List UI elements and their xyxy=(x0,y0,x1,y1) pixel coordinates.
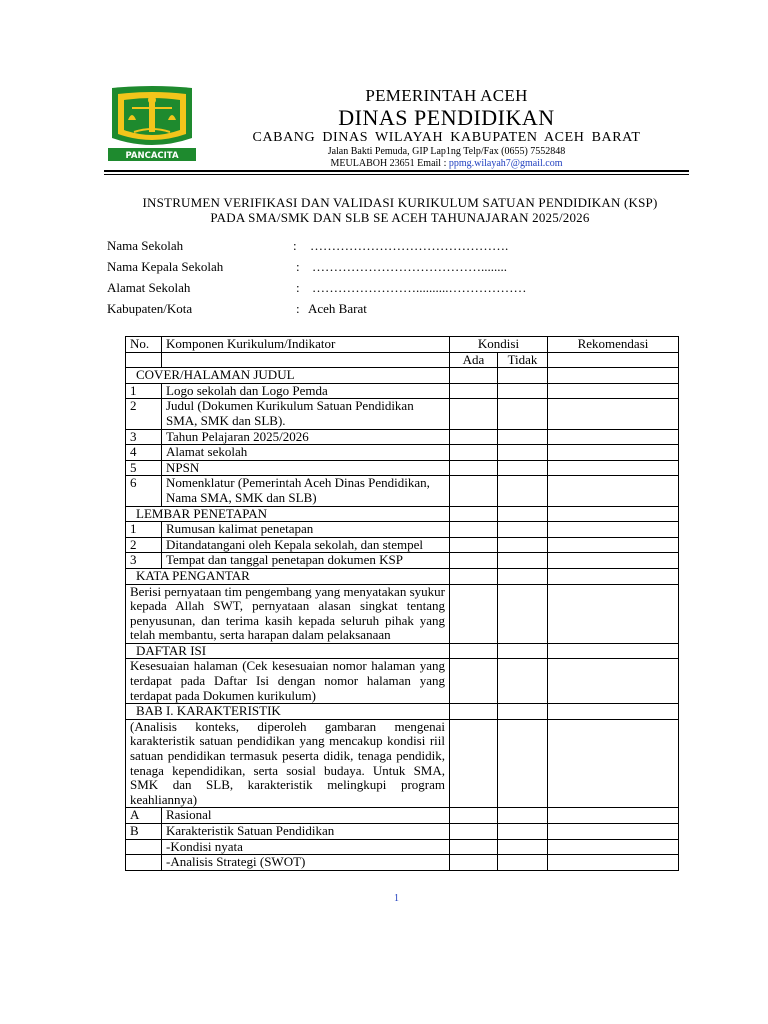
ada-cell[interactable] xyxy=(450,808,498,824)
tidak-cell[interactable] xyxy=(498,476,548,506)
ada-cell[interactable] xyxy=(450,506,498,522)
table-row xyxy=(126,584,679,643)
identity-label: Nama Kepala Sekolah xyxy=(107,259,224,274)
document-title xyxy=(100,195,700,225)
header-rekomendasi: Rekomendasi xyxy=(548,337,679,353)
row-number: 3 xyxy=(126,553,162,569)
letterhead-line-government: PEMERINTAH ACEH xyxy=(365,86,528,105)
row-number: B xyxy=(126,824,162,840)
identity-row-regency xyxy=(107,301,707,322)
identity-label: Nama Sekolah xyxy=(107,238,184,253)
table-row xyxy=(126,855,679,871)
table-row xyxy=(126,522,679,538)
rekomendasi-cell[interactable] xyxy=(548,537,679,553)
tidak-cell[interactable] xyxy=(498,537,548,553)
rekomendasi-cell[interactable] xyxy=(548,839,679,855)
rekomendasi-cell[interactable] xyxy=(548,506,679,522)
ada-cell[interactable] xyxy=(450,445,498,461)
table-row xyxy=(126,476,679,506)
rekomendasi-cell[interactable] xyxy=(548,429,679,445)
tidak-cell[interactable] xyxy=(498,553,548,569)
page-number: 1 xyxy=(394,893,399,904)
table-row xyxy=(126,839,679,855)
tidak-cell[interactable] xyxy=(498,522,548,538)
table-row xyxy=(126,383,679,399)
identity-label: Alamat Sekolah xyxy=(107,280,191,295)
header-tidak: Tidak xyxy=(498,352,548,368)
identity-row-principal xyxy=(107,259,707,280)
row-description: Kesesuaian halaman (Cek kesesuaian nomor halaman yang terdapat pada Daftar Isi dengan nomor halaman yang terdapat pada Dokumen kurikulum) xyxy=(126,659,450,704)
identity-value[interactable]: Aceh Barat xyxy=(308,301,367,316)
row-indicator: Ditandatangani oleh Kepala sekolah, dan stempel xyxy=(162,537,450,553)
rekomendasi-cell[interactable] xyxy=(548,522,679,538)
header-indicator: Komponen Kurikulum/Indikator xyxy=(162,337,450,353)
rekomendasi-cell[interactable] xyxy=(548,808,679,824)
identity-row-school-name xyxy=(107,238,707,259)
letterhead-line-agency: DINAS PENDIDIKAN xyxy=(338,105,555,130)
row-indicator: -Analisis Strategi (SWOT) xyxy=(162,855,450,871)
rekomendasi-cell[interactable] xyxy=(548,855,679,871)
table-row xyxy=(126,824,679,840)
row-indicator: Rumusan kalimat penetapan xyxy=(162,522,450,538)
table-row xyxy=(126,659,679,704)
rekomendasi-cell[interactable] xyxy=(548,584,679,643)
row-indicator: Judul (Dokumen Kurikulum Satuan Pendidikan SMA, SMK dan SLB). xyxy=(162,399,450,429)
row-description: (Analisis konteks, diperoleh gambaran mengenai karakteristik satuan pendidikan yang mencakup kondisi riil satuan pendidikan termasuk peserta didik, tenaga pendidik, tenaga kependidikan, serta sosial budaya. Untuk SMA, SMK dan SLB, karakteristik melingkupi program keahliannya) xyxy=(126,719,450,808)
row-number: 5 xyxy=(126,460,162,476)
ada-cell[interactable] xyxy=(450,537,498,553)
tidak-cell[interactable] xyxy=(498,506,548,522)
ada-cell[interactable] xyxy=(450,553,498,569)
row-number xyxy=(126,839,162,855)
rekomendasi-cell[interactable] xyxy=(548,824,679,840)
row-number: 6 xyxy=(126,476,162,506)
row-number: 2 xyxy=(126,399,162,429)
pancacita-logo xyxy=(104,86,200,162)
identity-row-address xyxy=(107,280,707,301)
table-row xyxy=(126,553,679,569)
table-row xyxy=(126,460,679,476)
ada-cell[interactable] xyxy=(450,460,498,476)
letterhead-city-email-label: MEULABOH 23651 Email : xyxy=(330,158,447,169)
table-header-row xyxy=(126,337,679,353)
rekomendasi-cell[interactable] xyxy=(548,568,679,584)
tidak-cell[interactable] xyxy=(498,368,548,384)
ada-cell[interactable] xyxy=(450,399,498,429)
ada-cell[interactable] xyxy=(450,659,498,704)
section-title: LEMBAR PENETAPAN xyxy=(126,506,450,522)
identity-label: Kabupaten/Kota xyxy=(107,301,193,316)
section-row-kata-pengantar xyxy=(126,568,679,584)
identity-colon: : xyxy=(296,301,300,316)
section-title: BAB I. KARAKTERISTIK xyxy=(126,704,450,720)
row-indicator: Tahun Pelajaran 2025/2026 xyxy=(162,429,450,445)
row-number: 1 xyxy=(126,522,162,538)
rekomendasi-cell[interactable] xyxy=(548,399,679,429)
letterhead-line-branch: CABANG DINAS WILAYAH KABUPATEN ACEH BARAT xyxy=(252,130,641,145)
tidak-cell[interactable] xyxy=(498,824,548,840)
table-subheader-row xyxy=(126,352,679,368)
ada-cell[interactable] xyxy=(450,476,498,506)
ada-cell[interactable] xyxy=(450,584,498,643)
identity-value[interactable]: ……………………..........……………… xyxy=(312,280,527,295)
section-row-bab-1 xyxy=(126,704,679,720)
table-row xyxy=(126,808,679,824)
ada-cell[interactable] xyxy=(450,855,498,871)
section-row-daftar-isi xyxy=(126,643,679,659)
row-indicator: Alamat sekolah xyxy=(162,445,450,461)
ada-cell[interactable] xyxy=(450,368,498,384)
header-kondisi: Kondisi xyxy=(450,337,548,353)
table-row xyxy=(126,399,679,429)
section-title: KATA PENGANTAR xyxy=(126,568,450,584)
tidak-cell[interactable] xyxy=(498,643,548,659)
ada-cell[interactable] xyxy=(450,719,498,808)
rekomendasi-cell[interactable] xyxy=(548,476,679,506)
tidak-cell[interactable] xyxy=(498,808,548,824)
verification-table xyxy=(125,336,679,871)
identity-fields xyxy=(107,238,707,322)
section-row-cover xyxy=(126,368,679,384)
identity-value[interactable]: …………………………………........ xyxy=(312,259,507,274)
letterhead-line-address: Jalan Bakti Pemuda, GIP Lap1ng Telp/Fax (0655) 7552848 xyxy=(327,146,566,157)
row-indicator: Nomenklatur (Pemerintah Aceh Dinas Pendidikan, Nama SMA, SMK dan SLB) xyxy=(162,476,450,506)
table-row xyxy=(126,537,679,553)
row-number: 3 xyxy=(126,429,162,445)
identity-colon: : xyxy=(296,259,300,274)
row-number: A xyxy=(126,808,162,824)
tidak-cell[interactable] xyxy=(498,719,548,808)
identity-colon: : xyxy=(293,238,297,253)
tidak-cell[interactable] xyxy=(498,659,548,704)
rekomendasi-cell[interactable] xyxy=(548,368,679,384)
tidak-cell[interactable] xyxy=(498,839,548,855)
email-link[interactable]: ppmg.wilayah7@gmail.com xyxy=(448,158,563,169)
row-indicator: Logo sekolah dan Logo Pemda xyxy=(162,383,450,399)
rekomendasi-cell[interactable] xyxy=(548,460,679,476)
tidak-cell[interactable] xyxy=(498,855,548,871)
section-row-lembar xyxy=(126,506,679,522)
table-row xyxy=(126,445,679,461)
section-title: COVER/HALAMAN JUDUL xyxy=(126,368,450,384)
document-title-line1: INSTRUMEN VERIFIKASI DAN VALIDASI KURIKULUM SATUAN PENDIDIKAN (KSP) xyxy=(142,195,658,210)
identity-colon: : xyxy=(296,280,300,295)
ada-cell[interactable] xyxy=(450,522,498,538)
tidak-cell[interactable] xyxy=(498,383,548,399)
svg-text:PANCACITA: PANCACITA xyxy=(125,151,179,161)
ada-cell[interactable] xyxy=(450,643,498,659)
row-indicator: NPSN xyxy=(162,460,450,476)
tidak-cell[interactable] xyxy=(498,704,548,720)
ada-cell[interactable] xyxy=(450,839,498,855)
tidak-cell[interactable] xyxy=(498,584,548,643)
table-row xyxy=(126,719,679,808)
row-indicator: -Kondisi nyata xyxy=(162,839,450,855)
rekomendasi-cell[interactable] xyxy=(548,445,679,461)
row-number: 1 xyxy=(126,383,162,399)
rekomendasi-cell[interactable] xyxy=(548,659,679,704)
rekomendasi-cell[interactable] xyxy=(548,383,679,399)
header-ada: Ada xyxy=(450,352,498,368)
ada-cell[interactable] xyxy=(450,429,498,445)
row-indicator: Karakteristik Satuan Pendidikan xyxy=(162,824,450,840)
section-title: DAFTAR ISI xyxy=(126,643,450,659)
row-number xyxy=(126,855,162,871)
rekomendasi-cell[interactable] xyxy=(548,643,679,659)
tidak-cell[interactable] xyxy=(498,568,548,584)
ada-cell[interactable] xyxy=(450,824,498,840)
identity-value[interactable]: ………………………………………. xyxy=(310,238,509,253)
tidak-cell[interactable] xyxy=(498,429,548,445)
rekomendasi-cell[interactable] xyxy=(548,719,679,808)
row-number: 4 xyxy=(126,445,162,461)
tidak-cell[interactable] xyxy=(498,445,548,461)
row-indicator: Tempat dan tanggal penetapan dokumen KSP xyxy=(162,553,450,569)
tidak-cell[interactable] xyxy=(498,460,548,476)
tidak-cell[interactable] xyxy=(498,399,548,429)
header-no: No. xyxy=(126,337,162,353)
document-title-line2: PADA SMA/SMK DAN SLB SE ACEH TAHUNAJARAN 2025/2026 xyxy=(210,210,590,225)
rekomendasi-cell[interactable] xyxy=(548,553,679,569)
letterhead-line-contact xyxy=(204,158,689,170)
letterhead-rule-thin xyxy=(104,174,689,175)
letterhead-rule xyxy=(104,170,689,172)
ada-cell[interactable] xyxy=(450,383,498,399)
table-row xyxy=(126,429,679,445)
row-number: 2 xyxy=(126,537,162,553)
ada-cell[interactable] xyxy=(450,704,498,720)
ada-cell[interactable] xyxy=(450,568,498,584)
row-description: Berisi pernyataan tim pengembang yang menyatakan syukur kepada Allah SWT, pernyataan alasan singkat tentang penyusunan, dan terima kasih kepada seluruh pihak yang telah membantu, serta harapan dalam pelaksanaan xyxy=(126,584,450,643)
row-indicator: Rasional xyxy=(162,808,450,824)
letterhead xyxy=(104,86,689,168)
rekomendasi-cell[interactable] xyxy=(548,704,679,720)
